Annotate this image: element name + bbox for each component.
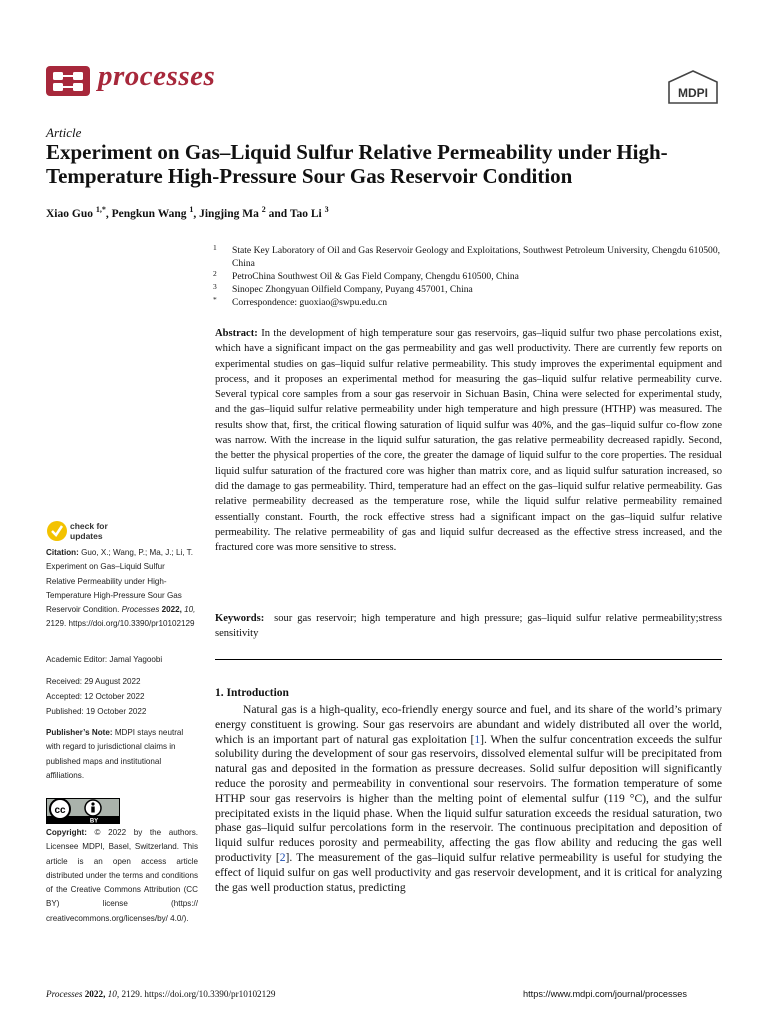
published-date: Published: 19 October 2022 xyxy=(46,707,147,716)
footer-year: 2022, xyxy=(84,989,106,999)
check-updates-line1: check for xyxy=(70,521,108,531)
affiliation xyxy=(213,283,723,296)
body-paragraph xyxy=(215,703,722,895)
academic-editor: Academic Editor: Jamal Yagoobi xyxy=(46,655,163,664)
journal-name: processes xyxy=(98,60,216,92)
copyright-text: © 2022 by the authors. Licensee MDPI, Basel, Switzerland. This article is an open access article distributed under the terms and conditions of the Creative Commons Attribution (CC BY) license (https:// creativecommons.org/licenses/by/ 4.0/). xyxy=(46,828,199,923)
abstract-label: Abstract: xyxy=(215,328,258,339)
publishers-note xyxy=(46,726,198,783)
citation-journal: Processes xyxy=(121,605,160,615)
author-affil-sup: 1,* xyxy=(95,205,106,214)
affiliation-number: * xyxy=(213,295,217,304)
section-divider xyxy=(215,659,722,660)
paragraph-text: Natural gas is a high-quality, eco-friendly energy source and fuel, and its share of the world’s primary energy constituent is growing. Sour gas reservoirs are abundant and widely distributed all over the world, which is an important part of natural gas exploitation [ xyxy=(215,703,722,746)
copyright-block xyxy=(46,826,198,926)
citation-label: Citation: xyxy=(46,548,79,557)
author-affil-sup: 2 xyxy=(261,205,266,214)
affiliation xyxy=(213,296,723,309)
affiliation-number: 3 xyxy=(213,282,217,291)
abstract-text: In the development of high temperature sour gas reservoirs, gas–liquid sulfur two phase percolations exist, which have a significant impact on the gas permeability and gas well productivity. There are currently few reports on experimental studies on gas–liquid sulfur relative permeability. This study improves the experimental equipment and process, and it proposes an experimental method for measuring the gas–liquid sulfur relative permeability curve. Several typical core samples from a sour gas reservoir in Sichuan Basin, China were selected for experimental study, and the gas–liquid sulfur relative permeability under high temperature and high pressure (HTHP) was measured. The results show that, first, the critical flowing saturation of liquid sulfur was 40%, and the gas–liquid sulfur co-flow zone was narrow. With the increase in the liquid sulfur saturation, the gas relative permeability decreased rapidly. Second, the better the physical properties of the core, the greater the damage of liquid sulfur to the core properties. The residual liquid sulfur saturation of the fractured core was higher than matrix core, and as liquid sulfur saturation increased, so did the damage to gas permeability. Third, temperature had an effect on the gas–liquid sulfur relative permeability. Gas relative permeability decreased as the temperature rose, while the liquid sulfur relative permeability remained essentially constant. Fourth, the rock effective stress had a significant impact on the gas–liquid sulfur relative permeability. The relative permeability of gas and liquid sulfur decreased as the effective stress increased, and the fractured core was more sensitive to stress. xyxy=(215,328,722,554)
footer-volume: 10, xyxy=(107,989,120,999)
keywords-text: sour gas reservoir; high temperature and high pressure; gas–liquid sulfur relative permeability;stress sensitivity xyxy=(215,613,722,640)
affiliation-text: Correspondence: guoxiao@swpu.edu.cn xyxy=(232,297,388,308)
author-affil-sup: 1 xyxy=(189,205,194,214)
footer-journal: Processes xyxy=(46,989,83,999)
section-heading: 1. Introduction xyxy=(215,687,289,699)
affiliation-text: State Key Laboratory of Oil and Gas Reservoir Geology and Exploitations, Southwest Petroleum University, Chengdu 610500, China xyxy=(232,245,721,269)
author-name[interactable]: Pengkun Wang xyxy=(111,207,187,220)
keywords-label: Keywords: xyxy=(215,613,265,624)
affiliation-number: 1 xyxy=(213,243,217,252)
abstract xyxy=(215,326,722,555)
citation-volume: 10, xyxy=(184,605,196,615)
publishers-note-label: Publisher’s Note: xyxy=(46,728,113,737)
article-title: Experiment on Gas–Liquid Sulfur Relative Permeability under High-Temperature High-Pressure Sour Gas Reservoir Condition xyxy=(46,140,668,188)
cc-by-license-icon[interactable] xyxy=(46,798,120,824)
footer-journal-link[interactable]: https://www.mdpi.com/journal/processes xyxy=(523,989,687,999)
affiliation-text: Sinopec Zhongyuan Oilfield Company, Puyang 457001, China xyxy=(232,284,473,295)
affiliation xyxy=(213,244,723,270)
accepted-date: Accepted: 12 October 2022 xyxy=(46,692,145,701)
keywords xyxy=(215,611,722,642)
copyright-label: Copyright: xyxy=(46,828,87,837)
processes-logo-icon xyxy=(46,62,90,100)
affiliation-number: 2 xyxy=(213,269,217,278)
paragraph-text: ]. When the sulfur concentration exceeds the sulfur solubility during the development of sour gas reservoirs, dissolved elemental sulfur will be precipitated from natural gas and deposited in the formation as pressure decreases. Solid sulfur deposition will significantly reduce the porosity and permeability in conventional sour reservoirs. The formation temperature of some HTHP sour gas reservoirs is higher than the melting point of elemental sulfur (119 °C), and the sulfur precipitated exists in the liquid phase. When the liquid sulfur saturation exceeds the residual saturation, two phase gas–liquid sulfur percolations form in the reservoir. The continuous precipitation and deposition of liquid sulfur reduces porosity and permeability, affecting the gas flow ability and reducing the gas well productivity [ xyxy=(215,732,722,864)
footer-citation xyxy=(46,989,275,999)
affiliation xyxy=(213,270,723,283)
publishers-note-text: MDPI stays neutral with regard to jurisdictional claims in published maps and institutional affiliations. xyxy=(46,728,184,780)
check-updates-line2: updates xyxy=(70,531,103,541)
footer-doi-link[interactable]: 2129. https://doi.org/10.3390/pr10102129 xyxy=(121,989,276,999)
check-for-updates-button[interactable] xyxy=(46,518,126,544)
author-name[interactable]: Tao Li xyxy=(289,207,322,220)
affiliations xyxy=(213,244,723,309)
reference-link[interactable]: 1 xyxy=(474,732,481,746)
author-affil-sup: 3 xyxy=(324,205,329,214)
reference-link[interactable]: 2 xyxy=(279,850,286,864)
svg-text:cc: cc xyxy=(54,805,66,816)
citation-text: Guo, X.; Wang, P.; Ma, J.; Li, T. Experiment on Gas–Liquid Sulfur Relative Permeability under High-Temperature High-Pressure Sour Gas Reservoir Condition. xyxy=(46,548,193,615)
citation-block xyxy=(46,546,196,632)
author-list: Xiao Guo $^{1,*}$, Pengkun Wang $^1$, Jingjing Ma $^2$ and Tao Li $^3$ xyxy=(46,205,329,220)
cc-by-label: BY xyxy=(89,818,99,824)
author-name[interactable]: Xiao Guo xyxy=(46,207,93,220)
citation-year: 2022, xyxy=(161,605,182,615)
affiliation-text: PetroChina Southwest Oil & Gas Field Company, Chengdu 610500, China xyxy=(232,271,519,282)
mdpi-logo-icon xyxy=(667,70,719,104)
article-type: Article xyxy=(46,125,82,140)
received-date: Received: 29 August 2022 xyxy=(46,677,141,686)
citation-doi-link[interactable]: 2129. https://doi.org/10.3390/pr10102129 xyxy=(46,619,195,629)
author-name[interactable]: Jingjing Ma xyxy=(199,207,259,220)
mdpi-logo-text: MDPI xyxy=(678,86,708,100)
paragraph-text: ]. The measurement of the gas–liquid sulfur relative permeability is useful for studying the effect of liquid sulfur on gas well productivity and gas reservoir development, and it is critical for analyzing the gas well production status, predicting xyxy=(215,850,722,894)
